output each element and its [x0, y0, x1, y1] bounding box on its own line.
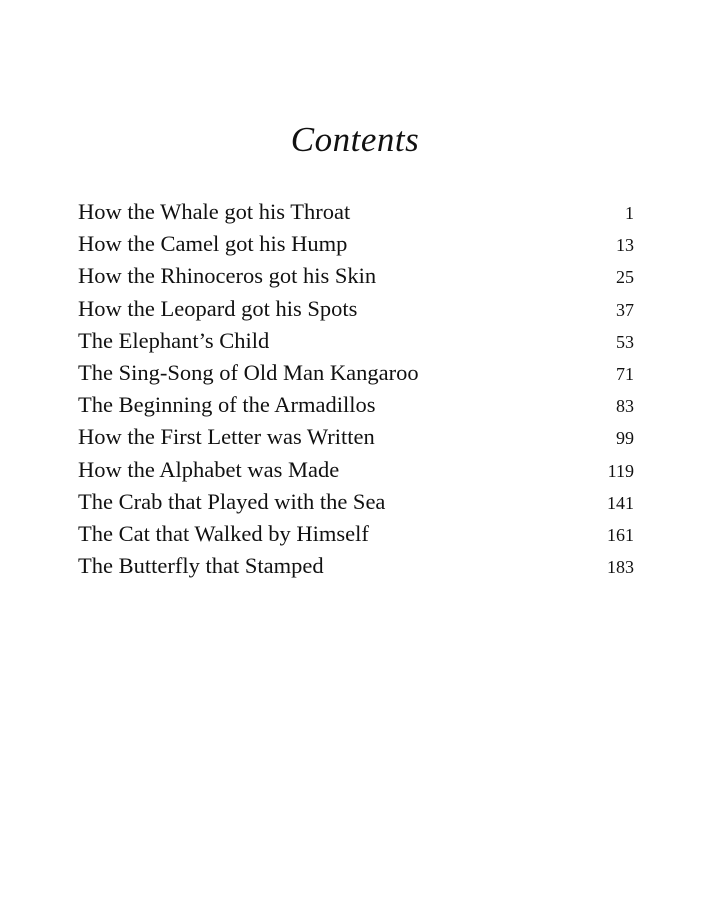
toc-entry — [78, 357, 634, 389]
toc-entry — [78, 196, 634, 228]
toc-entry-title: The Beginning of the Armadillos — [78, 392, 376, 418]
toc-entry-page: 53 — [616, 331, 634, 352]
toc-entry — [78, 260, 634, 292]
page-title: Contents — [290, 120, 420, 159]
toc-entry-title: How the Rhinoceros got his Skin — [78, 263, 377, 289]
toc-entry-page: 25 — [616, 267, 634, 288]
toc-entry-title: The Sing-Song of Old Man Kangaroo — [78, 359, 419, 385]
toc-entry-title: The Butterfly that Stamped — [78, 553, 324, 579]
table-of-contents — [78, 196, 634, 582]
toc-entry-page: 99 — [616, 428, 634, 449]
toc-entry-title: How the Whale got his Throat — [78, 199, 351, 224]
toc-entry — [78, 486, 634, 518]
toc-entry — [78, 325, 634, 357]
toc-entry-title: How the Camel got his Hump — [78, 231, 348, 257]
toc-entry-title: The Cat that Walked by Himself — [78, 520, 369, 546]
toc-entry-page: 83 — [616, 396, 634, 417]
toc-entry-page: 37 — [616, 299, 634, 320]
toc-entry-title: How the Leopard got his Spots — [78, 295, 358, 321]
toc-entry — [78, 389, 634, 421]
toc-entry-title: How the First Letter was Written — [78, 424, 375, 450]
toc-entry — [78, 421, 634, 453]
toc-entry-title: How the Alphabet was Made — [78, 456, 340, 482]
toc-entry-page: 1 — [625, 203, 634, 223]
toc-entry-title: The Elephant’s Child — [78, 327, 270, 353]
toc-entry — [78, 293, 634, 325]
toc-entry-page: 13 — [616, 235, 634, 256]
toc-entry-page: 119 — [607, 460, 634, 481]
toc-entry-title: The Crab that Played with the Sea — [78, 488, 386, 514]
toc-entry — [78, 518, 634, 550]
toc-entry-page: 161 — [607, 524, 634, 545]
toc-entry-page: 71 — [616, 363, 634, 384]
toc-entry — [78, 454, 634, 486]
toc-entry-page: 141 — [607, 492, 634, 513]
toc-entry-page: 183 — [607, 557, 634, 578]
toc-entry — [78, 550, 634, 582]
toc-entry — [78, 228, 634, 260]
